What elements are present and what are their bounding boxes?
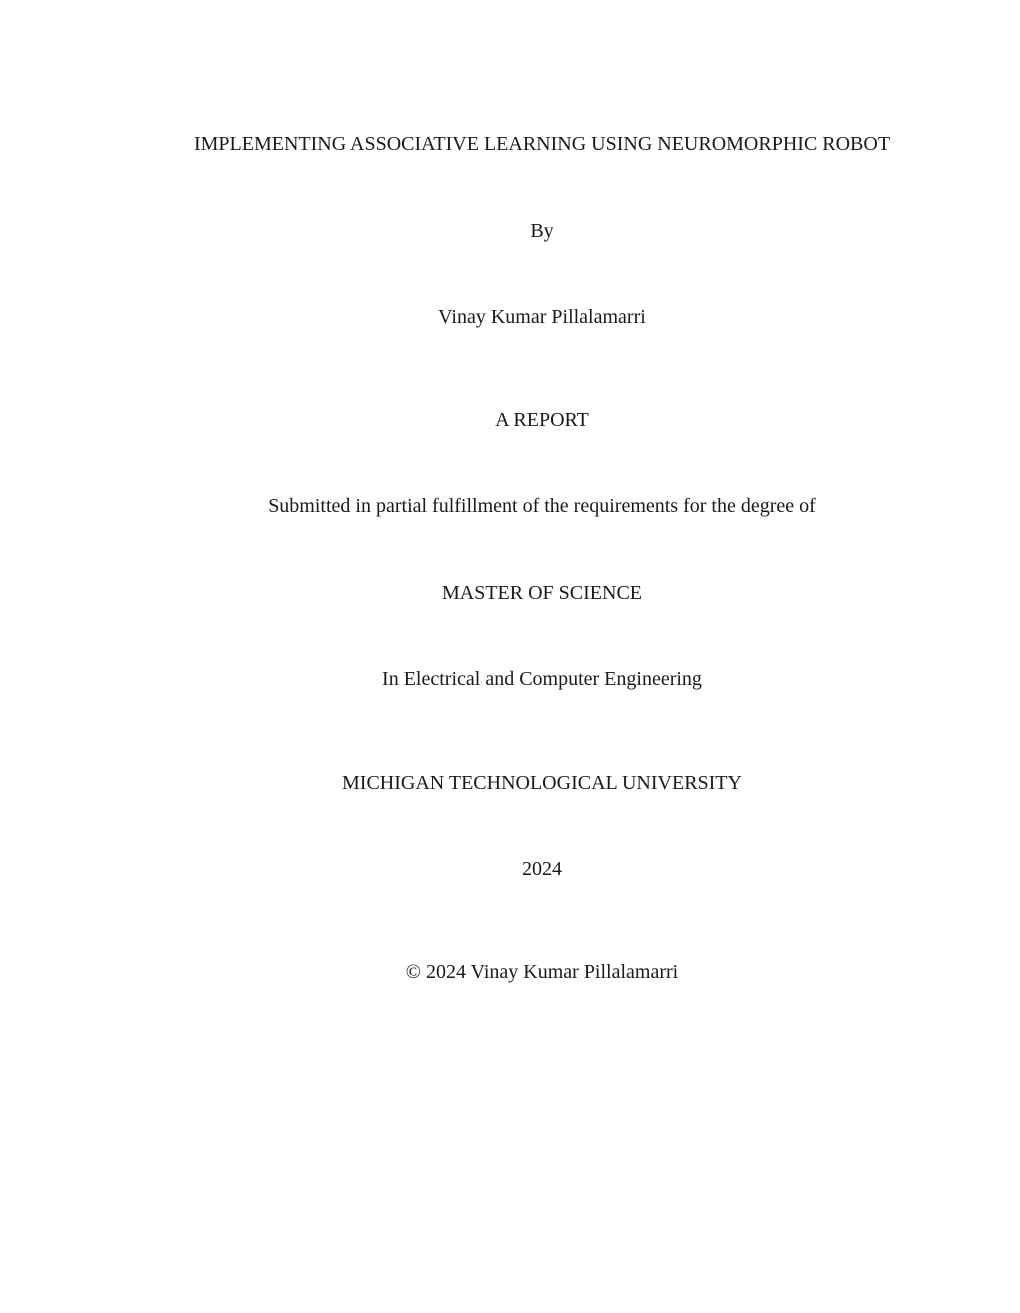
university-name: MICHIGAN TECHNOLOGICAL UNIVERSITY <box>342 772 742 794</box>
publication-year: 2024 <box>522 858 562 880</box>
report-title: IMPLEMENTING ASSOCIATIVE LEARNING USING NEUROMORPHIC ROBOT <box>193 133 891 155</box>
document-type: A REPORT <box>495 409 589 431</box>
by-label: By <box>530 220 554 242</box>
degree-field: In Electrical and Computer Engineering <box>382 668 702 690</box>
author-name: Vinay Kumar Pillalamarri <box>438 306 646 328</box>
submission-statement: Submitted in partial fulfillment of the requirements for the degree of <box>268 495 816 517</box>
copyright-notice: © 2024 Vinay Kumar Pillalamarri <box>405 961 679 983</box>
degree-name: MASTER OF SCIENCE <box>441 582 643 604</box>
